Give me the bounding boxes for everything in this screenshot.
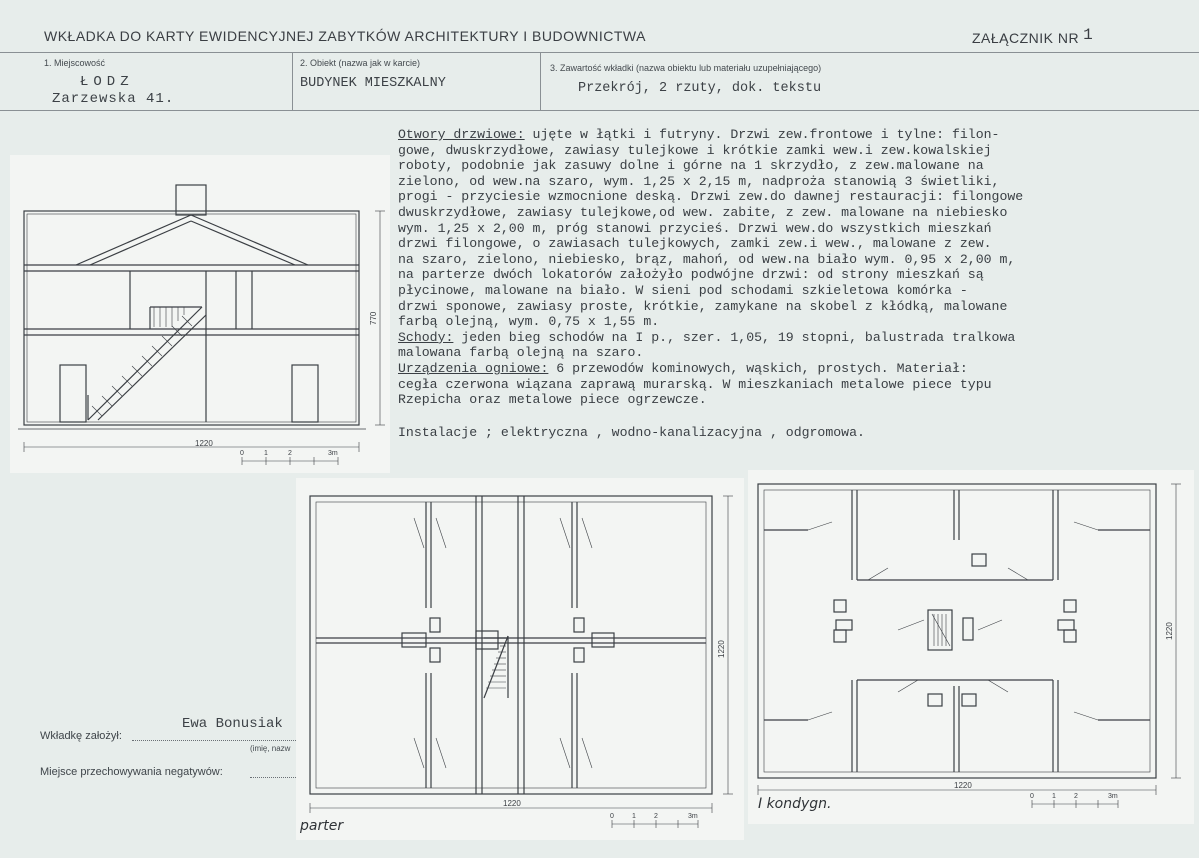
field-divider-1 [292, 52, 293, 110]
description-line-text: na parterze dwóch lokatorów założyło podwójne drzwi: od strony mieszkań są [398, 267, 984, 283]
ground-plan-scale-1: 1 [632, 813, 636, 820]
storage-line [250, 777, 296, 778]
author-value: Ewa Bonusiak [182, 716, 283, 732]
description-line [398, 174, 1198, 190]
card-header [0, 0, 1199, 52]
description-line [398, 330, 1198, 346]
description-line-text: drzwi sponowe, zawiasy proste, krótkie, zamykane na skobel z kłódką, malowane [398, 298, 1008, 314]
description-line [398, 408, 1198, 424]
description-line-text: na szaro, zielono, niebiesko, brąz, mahoń, od wew.na biało wym. 0,95 x 2,00 m, [398, 251, 1016, 267]
first-plan-width-dim: 1220 [954, 781, 972, 790]
section-scale-2: 2 [288, 450, 292, 457]
description-line [398, 127, 1198, 143]
field-1-value-line1: ŁODZ [80, 74, 134, 90]
section-scale-3: 3m [328, 450, 338, 457]
author-label: Wkładkę założył: [40, 730, 122, 742]
section-scale-0: 0 [240, 450, 244, 457]
description-line-text: wym. 1,25 x 2,00 m, próg stanowi przycieś. Drzwi wew.do wszystkich mieszkań [398, 220, 992, 236]
description-line [398, 283, 1198, 299]
description-line [398, 345, 1198, 361]
author-line [132, 740, 296, 741]
description-line-text: jeden bieg schodów na I p., szer. 1,05, 19 stopni, balustrada tralkowa [453, 329, 1016, 345]
ground-floor-plan-svg [296, 478, 744, 840]
card-title: WKŁADKA DO KARTY EWIDENCYJNEJ ZABYTKÓW ARCHITEKTURY I BUDOWNICTWA [44, 28, 646, 44]
description-line-text: dwuskrzydłowe, zawiasy tulejkowe,od wew. zabite, z zew. malowane na niebiesko [398, 204, 1008, 220]
ground-plan-scale-3: 3m [688, 813, 698, 820]
field-3-value: Przekrój, 2 rzuty, dok. tekstu [578, 81, 822, 96]
description-line [398, 361, 1198, 377]
description-line-text: cegła czerwona wiązana zaprawą murarską. W mieszkaniach metalowe piece typu [398, 376, 992, 392]
description-line [398, 425, 1198, 441]
description-heading: Urządzenia ogniowe: [398, 360, 549, 376]
description-line-text: malowana farbą olejną na szaro. [398, 345, 644, 361]
description-heading: Otwory drzwiowe: [398, 127, 525, 142]
description-line [398, 189, 1198, 205]
section-width-dim: 1220 [195, 439, 213, 448]
storage-label: Miejsce przechowywania negatywów: [40, 766, 223, 778]
first-plan-height-dim: 1220 [1165, 622, 1174, 640]
description-line-text: zielono, od wew.na szaro, wym. 1,25 x 2,15 m, nadproża stanowią 3 świetliki, [398, 173, 1000, 189]
ground-plan-width-dim: 1220 [503, 799, 521, 808]
field-2-value: BUDYNEK MIESZKALNY [300, 76, 446, 91]
description-text [398, 127, 1198, 441]
description-line-text: roboty, podobnie jak zasuwy dolne i górne na 1 skrzydło, z zew.malowane na [398, 158, 984, 174]
ground-floor-plan [296, 478, 744, 840]
description-line-text: 6 przewodów kominowych, wąskich, prostych. Materiał: [548, 360, 968, 376]
description-line [398, 392, 1198, 408]
field-divider-2 [540, 52, 541, 110]
description-line [398, 158, 1198, 174]
description-line [398, 267, 1198, 283]
description-line-text: płycinowe, malowane na biało. W sieni pod schodami szkieletowa komórka - [398, 282, 968, 298]
description-line-text: gowe, dwuskrzydłowe, zawiasy tulejkowe i krótkie zamki wew.i zew.kowalskiej [398, 142, 992, 158]
section-scale-1: 1 [264, 450, 268, 457]
first-floor-plan-svg [748, 470, 1194, 824]
description-line [398, 143, 1198, 159]
ground-plan-scale-2: 2 [654, 813, 658, 820]
section-drawing [10, 155, 390, 473]
header-rule [0, 52, 1199, 53]
description-line-text [398, 408, 406, 423]
first-plan-scale-1: 1 [1052, 793, 1056, 800]
description-line-text: farbą olejną, wym. 0,75 x 1,55 m. [398, 314, 660, 330]
annex-number: 1 [1083, 26, 1094, 44]
ground-plan-scale-0: 0 [610, 813, 614, 820]
description-line-text: drzwi filongowe, o zawiasach tulejkowych, zamki zew.i wew., malowane z zew. [398, 236, 992, 252]
first-plan-scale-2: 2 [1074, 793, 1078, 800]
ground-plan-height-dim: 1220 [717, 640, 726, 658]
field-row-rule [0, 110, 1199, 111]
field-1-value-line2: Zarzewska 41. [52, 91, 175, 107]
field-2-label: 2. Obiekt (nazwa jak w karcie) [300, 58, 421, 68]
description-line-text: ujęte w łątki i futryny. Drzwi zew.frontowe i tylne: filon- [524, 127, 1000, 142]
section-drawing-svg [10, 155, 390, 473]
description-line-text: progi - przyciesie wzmocnione deską. Drzwi zew.do dawnej restauracji: filongowe [398, 189, 1024, 205]
description-heading: Schody: [398, 329, 454, 345]
description-line-text: Instalacje ; elektryczna , wodno-kanalizacyjna , odgromowa. [398, 425, 865, 441]
description-line [398, 236, 1198, 252]
description-line [398, 252, 1198, 268]
description-line [398, 299, 1198, 315]
first-plan-scale-0: 0 [1030, 793, 1034, 800]
description-line [398, 377, 1198, 393]
first-plan-scale-3: 3m [1108, 793, 1118, 800]
annex-label [972, 26, 1094, 48]
section-height-dim: 770 [369, 311, 378, 325]
description-line [398, 221, 1198, 237]
description-line [398, 205, 1198, 221]
author-hint: (imię, nazw [250, 744, 291, 753]
ground-plan-caption: parter [300, 818, 344, 834]
description-line-text: Rzepicha oraz metalowe piece ogrzewcze. [398, 392, 707, 408]
field-1-label: 1. Miejscowość [44, 58, 106, 68]
field-3-label: 3. Zawartość wkładki (nazwa obiektu lub materiału uzupełniającego) [550, 63, 822, 73]
description-line [398, 314, 1198, 330]
annex-text: ZAŁĄCZNIK NR [972, 30, 1080, 46]
first-floor-plan [748, 470, 1194, 824]
first-plan-caption: I kondygn. [758, 796, 832, 812]
